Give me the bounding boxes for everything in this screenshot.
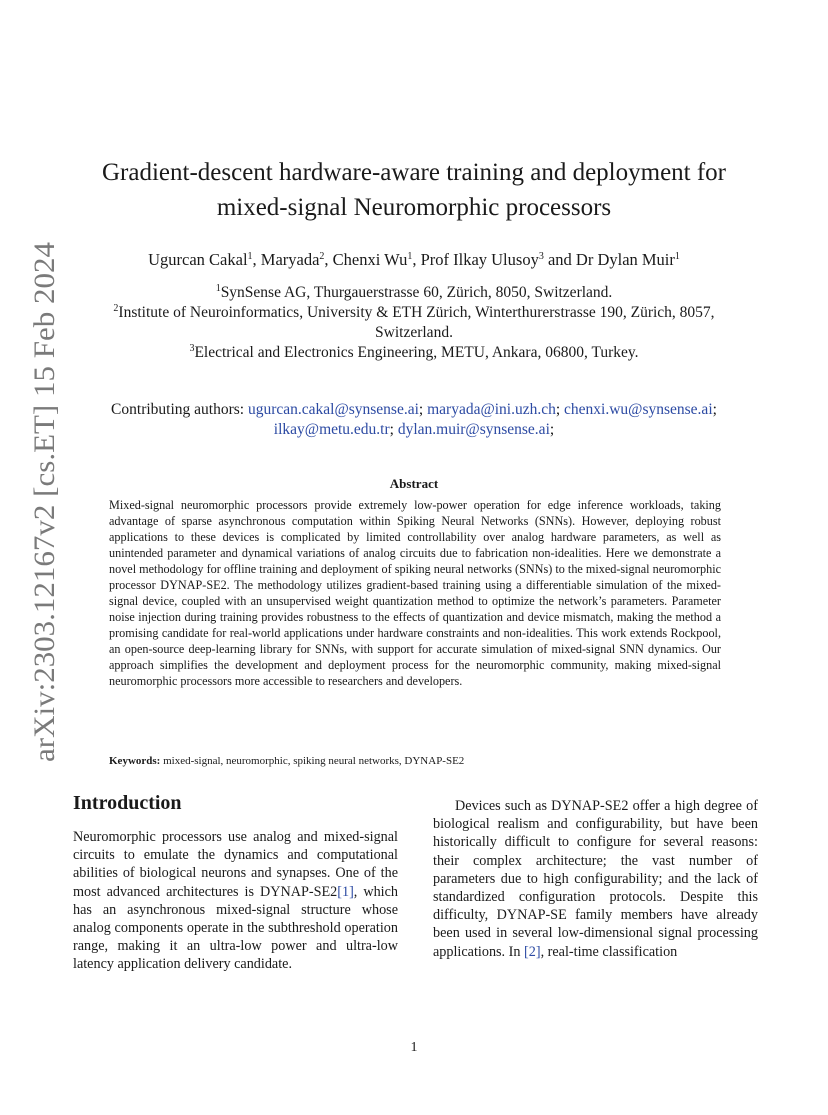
author-affiliation-mark: 1 bbox=[247, 251, 253, 262]
intro-paragraph-right bbox=[433, 797, 758, 961]
author-name: Ugurcan Cakal bbox=[148, 250, 248, 269]
keywords-text: mixed-signal, neuromorphic, spiking neural networks, DYNAP-SE2 bbox=[163, 755, 465, 767]
title-line-2: mixed-signal Neuromorphic processors bbox=[216, 194, 612, 221]
author-affiliation-mark: 2 bbox=[319, 251, 325, 262]
author-name: Chenxi Wu bbox=[332, 250, 408, 269]
affiliation-text: Institute of Neuroinformatics, University & ETH Zürich, Winterthurerstrasse 190, Zürich, 8057, Switzerland. bbox=[118, 304, 715, 341]
page-number: 1 bbox=[410, 1040, 418, 1055]
affiliation-list bbox=[80, 283, 748, 363]
section-heading-introduction: Introduction bbox=[73, 792, 182, 814]
keywords-line bbox=[109, 754, 721, 769]
intro-left-text: Neuromorphic processors use analog and mixed-signal circuits to emulate the dynamics and computational abilities of biological neurons and synapses. One of the most advanced architectures is DYNAP-SE2 bbox=[73, 829, 398, 900]
abstract-heading: Abstract bbox=[389, 476, 439, 491]
author-affiliation-mark: 3 bbox=[538, 251, 544, 262]
author-separator: , bbox=[252, 250, 261, 269]
intro-right-text-continued: , real-time classification bbox=[540, 943, 678, 960]
author-name: Maryada bbox=[260, 250, 320, 269]
affiliation-text: Electrical and Electronics Engineering, METU, Ankara, 06800, Turkey. bbox=[194, 344, 639, 361]
citation-link[interactable]: [2] bbox=[524, 943, 541, 960]
affiliation-text: SynSense AG, Thurgauerstrasse 60, Zürich, 8050, Switzerland. bbox=[220, 284, 613, 301]
title-line-1: Gradient-descent hardware-aware training and deployment for bbox=[101, 159, 727, 186]
author-list bbox=[80, 249, 748, 271]
contributing-label: Contributing authors: bbox=[111, 401, 245, 418]
author-separator: , bbox=[324, 250, 333, 269]
author-separator: , bbox=[412, 250, 421, 269]
author-name: Prof Ilkay Ulusoy bbox=[420, 250, 539, 269]
intro-left-text-continued: , which has an asynchronous mixed-signal structure whose analog components operate in the subthreshold operation range, making it an ultra-low power and ultra-low latency application delivery candidate. bbox=[73, 883, 398, 973]
email-link[interactable]: ugurcan.cakal@synsense.ai bbox=[247, 401, 419, 418]
affiliation-mark: 3 bbox=[189, 343, 195, 354]
contributing-authors: Contributing authors: ugurcan.cakal@synsense.ai; maryada@ini.uzh.ch; chenxi.wu@synsense.ai; ilkay@metu.edu.tr; dylan.muir@synsense.ai; bbox=[111, 401, 717, 438]
keywords-label: Keywords: bbox=[109, 755, 161, 767]
email-link[interactable]: ilkay@metu.edu.tr bbox=[273, 421, 390, 438]
arxiv-identifier-stamp bbox=[20, 240, 64, 765]
affiliation bbox=[80, 343, 748, 363]
author-affiliation-mark: 1 bbox=[407, 251, 413, 262]
author-affiliation-mark: 1 bbox=[674, 251, 680, 262]
abstract-body: Mixed-signal neuromorphic processors provide extremely low-power operation for edge inference workloads, taking advantage of sparse asynchronous computation within Spiking Neural Networks (SNNs). However, deploying robust applications to these devices is complicated by limited controllability over analog hardware parameters, as well as unintended parameter and dynamical variations of analog circuits due to fabrication non-idealities. Here we demonstrate a novel methodology for offline training and deployment of spiking neural networks (SNNs) to the mixed-signal neuromorphic processor DYNAP-SE2. The methodology utilizes gradient-based training using a differentiable simulation of the mixed-signal device, coupled with an unsupervised weight quantization method to optimize the network’s parameters. Parameter noise injection during training provides robustness to the effects of quantization and device mismatch, making the method a promising candidate for real-world applications under hardware constraints and non-idealities. This work extends Rockpool, an open-source deep-learning library for SNNs, with support for accurate simulation of mixed-signal SNN dynamics. Our approach simplifies the development and deployment process for the neuromorphic community, making mixed-signal neuromorphic processors more accessible to researchers and developers. bbox=[109, 498, 721, 688]
email-link[interactable]: chenxi.wu@synsense.ai bbox=[564, 401, 713, 418]
intro-paragraph-left bbox=[73, 828, 398, 974]
author-name: Dr Dylan Muir bbox=[575, 250, 675, 269]
affiliation bbox=[80, 303, 748, 343]
affiliation-mark: 2 bbox=[113, 303, 119, 314]
arxiv-stamp-text: arXiv:2303.12167v2 [cs.ET] 15 Feb 2024 bbox=[28, 258, 61, 762]
citation-link[interactable]: [1] bbox=[337, 883, 354, 900]
intro-right-text: Devices such as DYNAP-SE2 offer a high degree of biological realism and configurability, but have been historically difficult to configure for several reasons: their complex architecture; the vast number of parameters due to high configurability; and the lack of standardized configuration protocols. Despite this difficulty, DYNAP-SE family members have already been used in several low-dimensional signal processing applications. In bbox=[433, 798, 758, 960]
paper-title bbox=[80, 155, 748, 225]
author-separator: and bbox=[543, 250, 576, 269]
email-link[interactable]: dylan.muir@synsense.ai bbox=[397, 421, 550, 438]
email-link[interactable]: maryada@ini.uzh.ch bbox=[427, 401, 556, 418]
affiliation bbox=[80, 283, 748, 303]
affiliation-mark: 1 bbox=[215, 283, 221, 294]
